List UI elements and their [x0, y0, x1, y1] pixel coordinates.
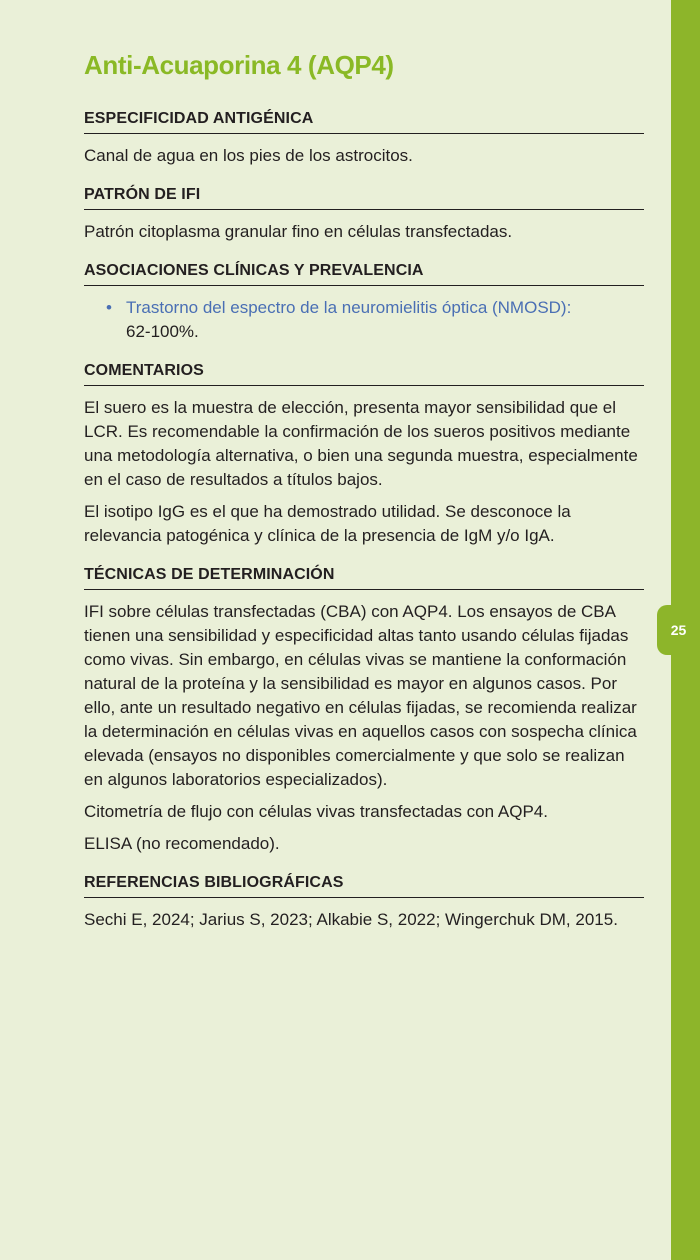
section-heading: REFERENCIAS BIBLIOGRÁFICAS [84, 874, 644, 898]
page-title: Anti-Acuaporina 4 (AQP4) [84, 50, 394, 80]
section-heading: ASOCIACIONES CLÍNICAS Y PREVALENCIA [84, 262, 644, 286]
section-especificidad [84, 110, 644, 168]
page-number-tab [657, 605, 700, 655]
section-paragraph: Canal de agua en los pies de los astrocitos. [84, 146, 413, 165]
section-tecnicas [84, 566, 644, 856]
section-asociaciones [84, 262, 644, 344]
prevalence-value: 62-100%. [126, 322, 199, 341]
section-heading: PATRÓN DE IFI [84, 186, 644, 210]
bullet-list [84, 296, 644, 344]
section-paragraph: Citometría de flujo con células vivas transfectadas con AQP4. [84, 802, 548, 821]
section-paragraph: Sechi E, 2024; Jarius S, 2023; Alkabie S, 2022; Wingerchuk DM, 2015. [84, 910, 618, 929]
section-paragraph: ELISA (no recomendado). [84, 834, 280, 853]
section-paragraph: El suero es la muestra de elección, presenta mayor sensibilidad que el LCR. Es recomendable la confirmación de los sueros positivos mediante una metodología alternativa, o bien una segunda muestra, especialmente en el caso de resultados a títulos bajos. [84, 398, 638, 489]
nmosd-link[interactable]: Trastorno del espectro de la neuromielitis óptica (NMOSD): [126, 298, 572, 317]
section-referencias [84, 874, 644, 932]
section-paragraph: El isotipo IgG es el que ha demostrado utilidad. Se desconoce la relevancia patogénica y clínica de la presencia de IgM y/o IgA. [84, 502, 571, 545]
section-heading: ESPECIFICIDAD ANTIGÉNICA [84, 110, 644, 134]
section-paragraph: Patrón citoplasma granular fino en células transfectadas. [84, 222, 513, 241]
section-patron [84, 186, 644, 244]
section-heading: COMENTARIOS [84, 362, 644, 386]
section-comentarios [84, 362, 644, 548]
section-paragraph: IFI sobre células transfectadas (CBA) con AQP4. Los ensayos de CBA tienen una sensibilidad y especificidad altas tanto usando células fijadas como vivas. Sin embargo, en células vivas se mantiene la conformación natural de la proteína y la sensibilidad es mayor en algunos casos. Por ello, ante un resultado negativo en células fijadas, se recomienda realizar la determinación en células vivas en aquellos casos con sospecha clínica elevada (ensayos no disponibles comercialmente y que solo se realizan en algunos laboratorios especializados). [84, 602, 637, 789]
section-heading: TÉCNICAS DE DETERMINACIÓN [84, 566, 644, 590]
list-item [84, 296, 644, 344]
bullet-icon: • [106, 298, 112, 317]
page-number: 25 [670, 622, 687, 638]
page-content [84, 50, 644, 950]
